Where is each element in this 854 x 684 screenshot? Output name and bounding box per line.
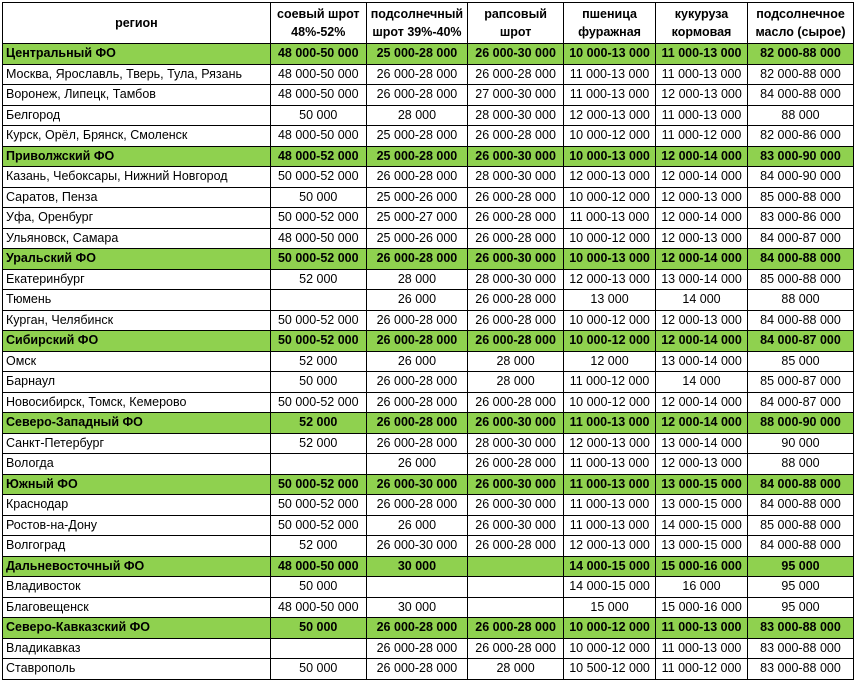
feed-wheat-cell: 10 000-12 000	[564, 618, 656, 639]
district-row	[3, 556, 854, 577]
sunflower-meal-cell: 26 000-28 000	[366, 310, 467, 331]
sunflower-meal-cell: 26 000	[366, 454, 467, 475]
rapeseed-meal-cell: 26 000-30 000	[468, 146, 564, 167]
header-feed-corn: кукуруза кормовая	[656, 3, 748, 44]
region-cell: Уфа, Оренбург	[3, 208, 271, 229]
rapeseed-meal-cell: 26 000-28 000	[468, 618, 564, 639]
district-row	[3, 331, 854, 352]
region-cell: Краснодар	[3, 495, 271, 516]
rapeseed-meal-cell: 27 000-30 000	[468, 85, 564, 106]
soybean-meal-cell	[270, 454, 366, 475]
feed-wheat-cell: 10 000-12 000	[564, 638, 656, 659]
feed-corn-cell: 14 000	[656, 372, 748, 393]
rapeseed-meal-cell: 28 000-30 000	[468, 167, 564, 188]
table-row	[3, 536, 854, 557]
sunflower-oil-cell: 84 000-88 000	[748, 249, 854, 270]
rapeseed-meal-cell: 26 000-30 000	[468, 495, 564, 516]
district-row	[3, 618, 854, 639]
feed-corn-cell: 12 000-14 000	[656, 249, 748, 270]
rapeseed-meal-cell: 26 000-28 000	[468, 331, 564, 352]
sunflower-oil-cell: 95 000	[748, 556, 854, 577]
feed-wheat-cell: 12 000-13 000	[564, 167, 656, 188]
sunflower-meal-cell: 28 000	[366, 269, 467, 290]
sunflower-meal-cell: 26 000-30 000	[366, 474, 467, 495]
region-cell: Саратов, Пенза	[3, 187, 271, 208]
sunflower-meal-cell: 25 000-28 000	[366, 44, 467, 65]
region-cell: Ростов-на-Дону	[3, 515, 271, 536]
table-row	[3, 269, 854, 290]
table-row	[3, 228, 854, 249]
sunflower-meal-cell: 26 000	[366, 515, 467, 536]
rapeseed-meal-cell	[468, 577, 564, 598]
rapeseed-meal-cell: 26 000-28 000	[468, 310, 564, 331]
soybean-meal-cell: 48 000-50 000	[270, 85, 366, 106]
region-cell: Волгоград	[3, 536, 271, 557]
region-cell: Южный ФО	[3, 474, 271, 495]
sunflower-oil-cell: 83 000-88 000	[748, 618, 854, 639]
table-row	[3, 515, 854, 536]
district-row	[3, 146, 854, 167]
feed-corn-cell: 12 000-14 000	[656, 413, 748, 434]
rapeseed-meal-cell: 28 000-30 000	[468, 105, 564, 126]
rapeseed-meal-cell: 26 000-28 000	[468, 290, 564, 311]
feed-wheat-cell: 10 000-13 000	[564, 146, 656, 167]
region-cell: Сибирский ФО	[3, 331, 271, 352]
soybean-meal-cell: 48 000-50 000	[270, 126, 366, 147]
feed-wheat-cell: 10 000-13 000	[564, 44, 656, 65]
sunflower-oil-cell: 84 000-90 000	[748, 167, 854, 188]
price-table	[2, 2, 854, 680]
region-cell: Приволжский ФО	[3, 146, 271, 167]
sunflower-oil-cell: 83 000-90 000	[748, 146, 854, 167]
sunflower-meal-cell: 26 000-28 000	[366, 638, 467, 659]
rapeseed-meal-cell: 28 000-30 000	[468, 433, 564, 454]
feed-corn-cell: 14 000-15 000	[656, 515, 748, 536]
sunflower-oil-cell: 83 000-86 000	[748, 208, 854, 229]
soybean-meal-cell: 50 000	[270, 659, 366, 680]
sunflower-oil-cell: 82 000-86 000	[748, 126, 854, 147]
feed-corn-cell: 12 000-13 000	[656, 310, 748, 331]
table-row	[3, 85, 854, 106]
soybean-meal-cell: 52 000	[270, 536, 366, 557]
soybean-meal-cell: 50 000	[270, 618, 366, 639]
sunflower-meal-cell: 28 000	[366, 105, 467, 126]
table-row	[3, 187, 854, 208]
sunflower-oil-cell: 82 000-88 000	[748, 44, 854, 65]
soybean-meal-cell: 50 000-52 000	[270, 310, 366, 331]
rapeseed-meal-cell: 28 000	[468, 372, 564, 393]
soybean-meal-cell: 50 000-52 000	[270, 474, 366, 495]
feed-wheat-cell: 14 000-15 000	[564, 556, 656, 577]
table-row	[3, 167, 854, 188]
header-region: регион	[3, 3, 271, 44]
sunflower-oil-cell: 84 000-87 000	[748, 331, 854, 352]
table-body	[3, 44, 854, 680]
rapeseed-meal-cell: 28 000	[468, 351, 564, 372]
header-sunflower-oil: подсолнечное масло (сырое)	[748, 3, 854, 44]
region-cell: Дальневосточный ФО	[3, 556, 271, 577]
sunflower-oil-cell: 84 000-88 000	[748, 310, 854, 331]
rapeseed-meal-cell: 26 000-28 000	[468, 187, 564, 208]
sunflower-meal-cell: 26 000-28 000	[366, 167, 467, 188]
feed-corn-cell: 13 000-15 000	[656, 495, 748, 516]
rapeseed-meal-cell: 26 000-30 000	[468, 515, 564, 536]
sunflower-oil-cell: 83 000-88 000	[748, 638, 854, 659]
feed-wheat-cell: 12 000-13 000	[564, 536, 656, 557]
rapeseed-meal-cell: 26 000-28 000	[468, 126, 564, 147]
feed-wheat-cell: 10 000-12 000	[564, 228, 656, 249]
sunflower-meal-cell: 26 000-28 000	[366, 659, 467, 680]
feed-wheat-cell: 10 500-12 000	[564, 659, 656, 680]
rapeseed-meal-cell: 26 000-28 000	[468, 208, 564, 229]
region-cell: Новосибирск, Томск, Кемерово	[3, 392, 271, 413]
region-cell: Белгород	[3, 105, 271, 126]
sunflower-meal-cell: 26 000-28 000	[366, 392, 467, 413]
feed-wheat-cell: 14 000-15 000	[564, 577, 656, 598]
rapeseed-meal-cell: 26 000-30 000	[468, 474, 564, 495]
region-cell: Москва, Ярославль, Тверь, Тула, Рязань	[3, 64, 271, 85]
header-soybean-meal: соевый шрот 48%-52%	[270, 3, 366, 44]
region-cell: Тюмень	[3, 290, 271, 311]
sunflower-oil-cell: 83 000-88 000	[748, 659, 854, 680]
soybean-meal-cell: 50 000-52 000	[270, 249, 366, 270]
sunflower-meal-cell: 26 000-30 000	[366, 536, 467, 557]
feed-wheat-cell: 10 000-12 000	[564, 187, 656, 208]
sunflower-meal-cell: 25 000-28 000	[366, 126, 467, 147]
sunflower-oil-cell: 88 000-90 000	[748, 413, 854, 434]
rapeseed-meal-cell	[468, 556, 564, 577]
table-row	[3, 577, 854, 598]
feed-wheat-cell: 11 000-12 000	[564, 372, 656, 393]
feed-wheat-cell: 10 000-12 000	[564, 331, 656, 352]
feed-wheat-cell: 11 000-13 000	[564, 495, 656, 516]
sunflower-oil-cell: 90 000	[748, 433, 854, 454]
feed-corn-cell: 11 000-13 000	[656, 105, 748, 126]
feed-wheat-cell: 11 000-13 000	[564, 208, 656, 229]
feed-corn-cell: 15 000-16 000	[656, 556, 748, 577]
feed-corn-cell: 12 000-13 000	[656, 85, 748, 106]
sunflower-oil-cell: 84 000-88 000	[748, 495, 854, 516]
rapeseed-meal-cell: 28 000-30 000	[468, 269, 564, 290]
sunflower-oil-cell: 95 000	[748, 577, 854, 598]
rapeseed-meal-cell: 26 000-30 000	[468, 44, 564, 65]
sunflower-oil-cell: 85 000-88 000	[748, 269, 854, 290]
feed-corn-cell: 12 000-13 000	[656, 228, 748, 249]
sunflower-oil-cell: 85 000	[748, 351, 854, 372]
sunflower-meal-cell: 25 000-26 000	[366, 228, 467, 249]
sunflower-oil-cell: 84 000-88 000	[748, 474, 854, 495]
soybean-meal-cell: 50 000	[270, 372, 366, 393]
sunflower-oil-cell: 85 000-88 000	[748, 187, 854, 208]
feed-wheat-cell: 12 000-13 000	[564, 105, 656, 126]
sunflower-meal-cell: 26 000	[366, 290, 467, 311]
header-row	[3, 3, 854, 44]
feed-corn-cell: 12 000-13 000	[656, 454, 748, 475]
sunflower-oil-cell: 88 000	[748, 105, 854, 126]
sunflower-oil-cell: 84 000-87 000	[748, 392, 854, 413]
feed-corn-cell: 13 000-14 000	[656, 269, 748, 290]
table-row	[3, 105, 854, 126]
soybean-meal-cell: 52 000	[270, 351, 366, 372]
district-row	[3, 44, 854, 65]
feed-corn-cell: 11 000-13 000	[656, 618, 748, 639]
soybean-meal-cell: 50 000-52 000	[270, 331, 366, 352]
feed-corn-cell: 12 000-14 000	[656, 208, 748, 229]
sunflower-oil-cell: 84 000-88 000	[748, 536, 854, 557]
feed-corn-cell: 14 000	[656, 290, 748, 311]
table-header	[3, 3, 854, 44]
soybean-meal-cell: 48 000-50 000	[270, 597, 366, 618]
sunflower-oil-cell: 84 000-87 000	[748, 228, 854, 249]
region-cell: Северо-Кавказский ФО	[3, 618, 271, 639]
region-cell: Барнаул	[3, 372, 271, 393]
feed-wheat-cell: 10 000-13 000	[564, 249, 656, 270]
region-cell: Вологда	[3, 454, 271, 475]
feed-corn-cell: 11 000-13 000	[656, 44, 748, 65]
sunflower-meal-cell: 26 000-28 000	[366, 413, 467, 434]
sunflower-meal-cell: 26 000-28 000	[366, 85, 467, 106]
table-row	[3, 495, 854, 516]
feed-corn-cell: 15 000-16 000	[656, 597, 748, 618]
region-cell: Ульяновск, Самара	[3, 228, 271, 249]
feed-corn-cell: 16 000	[656, 577, 748, 598]
header-sunflower-meal: подсолнечный шрот 39%-40%	[366, 3, 467, 44]
feed-corn-cell: 12 000-14 000	[656, 167, 748, 188]
table-row	[3, 433, 854, 454]
soybean-meal-cell: 50 000-52 000	[270, 392, 366, 413]
soybean-meal-cell: 50 000-52 000	[270, 515, 366, 536]
feed-wheat-cell: 11 000-13 000	[564, 454, 656, 475]
rapeseed-meal-cell: 26 000-28 000	[468, 228, 564, 249]
region-cell: Благовещенск	[3, 597, 271, 618]
feed-corn-cell: 11 000-13 000	[656, 638, 748, 659]
soybean-meal-cell: 52 000	[270, 269, 366, 290]
feed-wheat-cell: 12 000-13 000	[564, 269, 656, 290]
sunflower-meal-cell: 26 000-28 000	[366, 495, 467, 516]
region-cell: Владивосток	[3, 577, 271, 598]
soybean-meal-cell: 48 000-50 000	[270, 44, 366, 65]
sunflower-meal-cell: 26 000-28 000	[366, 64, 467, 85]
soybean-meal-cell: 50 000-52 000	[270, 167, 366, 188]
feed-corn-cell: 11 000-13 000	[656, 64, 748, 85]
table-row	[3, 454, 854, 475]
feed-wheat-cell: 11 000-13 000	[564, 85, 656, 106]
feed-wheat-cell: 12 000-13 000	[564, 433, 656, 454]
soybean-meal-cell: 50 000-52 000	[270, 495, 366, 516]
sunflower-meal-cell: 25 000-26 000	[366, 187, 467, 208]
feed-corn-cell: 11 000-12 000	[656, 126, 748, 147]
soybean-meal-cell: 50 000	[270, 577, 366, 598]
region-cell: Санкт-Петербург	[3, 433, 271, 454]
sunflower-meal-cell: 26 000-28 000	[366, 331, 467, 352]
soybean-meal-cell: 50 000-52 000	[270, 208, 366, 229]
feed-corn-cell: 11 000-12 000	[656, 659, 748, 680]
feed-corn-cell: 13 000-14 000	[656, 433, 748, 454]
sunflower-meal-cell: 26 000-28 000	[366, 433, 467, 454]
table-row	[3, 64, 854, 85]
feed-wheat-cell: 10 000-12 000	[564, 310, 656, 331]
soybean-meal-cell: 50 000	[270, 105, 366, 126]
feed-wheat-cell: 12 000	[564, 351, 656, 372]
table-row	[3, 126, 854, 147]
region-cell: Воронеж, Липецк, Тамбов	[3, 85, 271, 106]
feed-wheat-cell: 13 000	[564, 290, 656, 311]
region-cell: Ставрополь	[3, 659, 271, 680]
sunflower-meal-cell: 26 000-28 000	[366, 618, 467, 639]
region-cell: Уральский ФО	[3, 249, 271, 270]
rapeseed-meal-cell: 26 000-30 000	[468, 413, 564, 434]
rapeseed-meal-cell: 26 000-30 000	[468, 249, 564, 270]
table-row	[3, 659, 854, 680]
rapeseed-meal-cell	[468, 597, 564, 618]
region-cell: Курган, Челябинск	[3, 310, 271, 331]
sunflower-oil-cell: 88 000	[748, 454, 854, 475]
region-cell: Омск	[3, 351, 271, 372]
header-feed-wheat: пшеница фуражная	[564, 3, 656, 44]
feed-corn-cell: 12 000-14 000	[656, 392, 748, 413]
soybean-meal-cell: 52 000	[270, 413, 366, 434]
feed-corn-cell: 13 000-15 000	[656, 536, 748, 557]
feed-corn-cell: 12 000-14 000	[656, 331, 748, 352]
feed-wheat-cell: 11 000-13 000	[564, 515, 656, 536]
table-row	[3, 372, 854, 393]
district-row	[3, 474, 854, 495]
rapeseed-meal-cell: 26 000-28 000	[468, 638, 564, 659]
feed-corn-cell: 13 000-14 000	[656, 351, 748, 372]
sunflower-meal-cell: 25 000-28 000	[366, 146, 467, 167]
region-cell: Екатеринбург	[3, 269, 271, 290]
table-row	[3, 351, 854, 372]
soybean-meal-cell: 48 000-50 000	[270, 64, 366, 85]
sunflower-meal-cell	[366, 577, 467, 598]
sunflower-meal-cell: 30 000	[366, 556, 467, 577]
feed-corn-cell: 12 000-13 000	[656, 187, 748, 208]
soybean-meal-cell: 48 000-50 000	[270, 556, 366, 577]
region-cell: Курск, Орёл, Брянск, Смоленск	[3, 126, 271, 147]
table-row	[3, 597, 854, 618]
sunflower-oil-cell: 88 000	[748, 290, 854, 311]
feed-wheat-cell: 10 000-12 000	[564, 126, 656, 147]
soybean-meal-cell: 50 000	[270, 187, 366, 208]
table-row	[3, 392, 854, 413]
rapeseed-meal-cell: 26 000-28 000	[468, 454, 564, 475]
sunflower-oil-cell: 82 000-88 000	[748, 64, 854, 85]
soybean-meal-cell: 52 000	[270, 433, 366, 454]
sunflower-oil-cell: 85 000-88 000	[748, 515, 854, 536]
header-rapeseed-meal: рапсовый шрот	[468, 3, 564, 44]
feed-wheat-cell: 11 000-13 000	[564, 474, 656, 495]
sunflower-oil-cell: 85 000-87 000	[748, 372, 854, 393]
feed-wheat-cell: 11 000-13 000	[564, 413, 656, 434]
table-row	[3, 290, 854, 311]
table-row	[3, 638, 854, 659]
sunflower-oil-cell: 95 000	[748, 597, 854, 618]
soybean-meal-cell: 48 000-50 000	[270, 228, 366, 249]
feed-corn-cell: 12 000-14 000	[656, 146, 748, 167]
rapeseed-meal-cell: 26 000-28 000	[468, 392, 564, 413]
rapeseed-meal-cell: 28 000	[468, 659, 564, 680]
soybean-meal-cell: 48 000-52 000	[270, 146, 366, 167]
sunflower-meal-cell: 26 000-28 000	[366, 372, 467, 393]
table-row	[3, 208, 854, 229]
district-row	[3, 249, 854, 270]
sunflower-oil-cell: 84 000-88 000	[748, 85, 854, 106]
region-cell: Северо-Западный ФО	[3, 413, 271, 434]
table-row	[3, 310, 854, 331]
district-row	[3, 413, 854, 434]
sunflower-meal-cell: 30 000	[366, 597, 467, 618]
sunflower-meal-cell: 25 000-27 000	[366, 208, 467, 229]
sunflower-meal-cell: 26 000	[366, 351, 467, 372]
soybean-meal-cell	[270, 290, 366, 311]
region-cell: Владикавказ	[3, 638, 271, 659]
feed-corn-cell: 13 000-15 000	[656, 474, 748, 495]
soybean-meal-cell	[270, 638, 366, 659]
feed-wheat-cell: 10 000-12 000	[564, 392, 656, 413]
rapeseed-meal-cell: 26 000-28 000	[468, 536, 564, 557]
feed-wheat-cell: 15 000	[564, 597, 656, 618]
rapeseed-meal-cell: 26 000-28 000	[468, 64, 564, 85]
feed-wheat-cell: 11 000-13 000	[564, 64, 656, 85]
region-cell: Центральный ФО	[3, 44, 271, 65]
sunflower-meal-cell: 26 000-28 000	[366, 249, 467, 270]
region-cell: Казань, Чебоксары, Нижний Новгород	[3, 167, 271, 188]
